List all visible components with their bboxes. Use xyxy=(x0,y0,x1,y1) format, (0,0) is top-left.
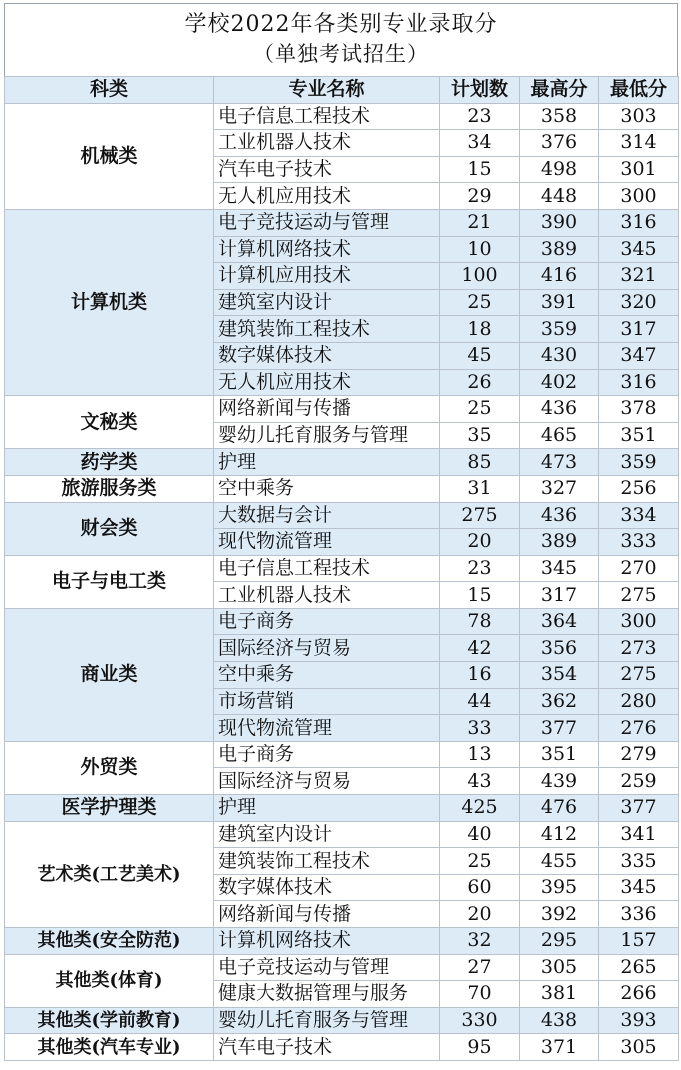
max-score-cell: 359 xyxy=(520,316,599,343)
category-cell: 计算机类 xyxy=(5,209,214,395)
major-cell: 汽车电子技术 xyxy=(214,156,440,183)
max-score-cell: 389 xyxy=(520,236,599,263)
min-score-cell: 301 xyxy=(599,156,679,183)
plan-count-cell: 23 xyxy=(440,555,520,582)
max-score-cell: 356 xyxy=(520,635,599,662)
major-cell: 现代物流管理 xyxy=(214,715,440,742)
plan-count-cell: 44 xyxy=(440,688,520,715)
table-row xyxy=(5,396,679,423)
max-score-cell: 395 xyxy=(520,874,599,901)
plan-count-cell: 95 xyxy=(440,1034,520,1061)
min-score-cell: 393 xyxy=(599,1007,679,1034)
min-score-cell: 316 xyxy=(599,369,679,396)
max-score-cell: 305 xyxy=(520,954,599,981)
plan-count-cell: 45 xyxy=(440,342,520,369)
max-score-cell: 412 xyxy=(520,821,599,848)
plan-count-cell: 25 xyxy=(440,848,520,875)
max-score-cell: 351 xyxy=(520,741,599,768)
major-cell: 婴幼儿托育服务与管理 xyxy=(214,422,440,449)
major-cell: 建筑装饰工程技术 xyxy=(214,316,440,343)
plan-count-cell: 25 xyxy=(440,289,520,316)
max-score-cell: 448 xyxy=(520,183,599,210)
min-score-cell: 347 xyxy=(599,342,679,369)
max-score-cell: 465 xyxy=(520,422,599,449)
major-cell: 电子信息工程技术 xyxy=(214,103,440,130)
major-cell: 汽车电子技术 xyxy=(214,1034,440,1061)
min-score-cell: 280 xyxy=(599,688,679,715)
max-score-cell: 362 xyxy=(520,688,599,715)
min-score-cell: 351 xyxy=(599,422,679,449)
max-score-cell: 402 xyxy=(520,369,599,396)
max-score-cell: 438 xyxy=(520,1007,599,1034)
table-row xyxy=(5,608,679,635)
max-score-cell: 381 xyxy=(520,981,599,1008)
min-score-cell: 359 xyxy=(599,449,679,476)
category-cell: 外贸类 xyxy=(5,741,214,794)
category-cell: 财会类 xyxy=(5,502,214,555)
plan-count-cell: 70 xyxy=(440,981,520,1008)
category-cell: 药学类 xyxy=(5,449,214,476)
major-cell: 无人机应用技术 xyxy=(214,369,440,396)
major-cell: 计算机应用技术 xyxy=(214,263,440,290)
max-score-cell: 436 xyxy=(520,396,599,423)
min-score-cell: 334 xyxy=(599,502,679,529)
major-cell: 建筑室内设计 xyxy=(214,821,440,848)
min-score-cell: 266 xyxy=(599,981,679,1008)
min-score-cell: 336 xyxy=(599,901,679,928)
plan-count-cell: 33 xyxy=(440,715,520,742)
major-cell: 数字媒体技术 xyxy=(214,874,440,901)
table-row xyxy=(5,954,679,981)
max-score-cell: 371 xyxy=(520,1034,599,1061)
min-score-cell: 377 xyxy=(599,795,679,822)
plan-count-cell: 23 xyxy=(440,103,520,130)
title-block xyxy=(4,3,678,76)
major-cell: 市场营销 xyxy=(214,688,440,715)
table-row xyxy=(5,209,679,236)
plan-count-cell: 42 xyxy=(440,635,520,662)
category-cell: 其他类(学前教育) xyxy=(5,1007,214,1034)
min-score-cell: 335 xyxy=(599,848,679,875)
table-row xyxy=(5,741,679,768)
max-score-cell: 392 xyxy=(520,901,599,928)
plan-count-cell: 31 xyxy=(440,475,520,502)
max-score-cell: 390 xyxy=(520,209,599,236)
max-score-cell: 498 xyxy=(520,156,599,183)
plan-count-cell: 18 xyxy=(440,316,520,343)
header-major: 专业名称 xyxy=(214,77,440,104)
category-cell: 机械类 xyxy=(5,103,214,209)
table-row xyxy=(5,821,679,848)
major-cell: 电子信息工程技术 xyxy=(214,555,440,582)
min-score-cell: 345 xyxy=(599,874,679,901)
plan-count-cell: 25 xyxy=(440,396,520,423)
major-cell: 国际经济与贸易 xyxy=(214,768,440,795)
category-cell: 文秘类 xyxy=(5,396,214,449)
plan-count-cell: 425 xyxy=(440,795,520,822)
max-score-cell: 436 xyxy=(520,502,599,529)
plan-count-cell: 21 xyxy=(440,209,520,236)
max-score-cell: 295 xyxy=(520,928,599,955)
min-score-cell: 378 xyxy=(599,396,679,423)
plan-count-cell: 100 xyxy=(440,263,520,290)
plan-count-cell: 32 xyxy=(440,928,520,955)
plan-count-cell: 20 xyxy=(440,529,520,556)
min-score-cell: 303 xyxy=(599,103,679,130)
score-table xyxy=(4,76,679,1061)
major-cell: 大数据与会计 xyxy=(214,502,440,529)
min-score-cell: 275 xyxy=(599,582,679,609)
min-score-cell: 276 xyxy=(599,715,679,742)
min-score-cell: 300 xyxy=(599,608,679,635)
min-score-cell: 256 xyxy=(599,475,679,502)
max-score-cell: 455 xyxy=(520,848,599,875)
plan-count-cell: 275 xyxy=(440,502,520,529)
header-min: 最低分 xyxy=(599,77,679,104)
plan-count-cell: 26 xyxy=(440,369,520,396)
major-cell: 建筑装饰工程技术 xyxy=(214,848,440,875)
header-category: 科类 xyxy=(5,77,214,104)
plan-count-cell: 15 xyxy=(440,582,520,609)
min-score-cell: 275 xyxy=(599,662,679,689)
max-score-cell: 376 xyxy=(520,130,599,157)
table-row xyxy=(5,795,679,822)
min-score-cell: 341 xyxy=(599,821,679,848)
plan-count-cell: 34 xyxy=(440,130,520,157)
max-score-cell: 345 xyxy=(520,555,599,582)
plan-count-cell: 20 xyxy=(440,901,520,928)
min-score-cell: 314 xyxy=(599,130,679,157)
table-row xyxy=(5,928,679,955)
major-cell: 无人机应用技术 xyxy=(214,183,440,210)
major-cell: 婴幼儿托育服务与管理 xyxy=(214,1007,440,1034)
category-cell: 电子与电工类 xyxy=(5,555,214,608)
max-score-cell: 317 xyxy=(520,582,599,609)
plan-count-cell: 27 xyxy=(440,954,520,981)
min-score-cell: 279 xyxy=(599,741,679,768)
min-score-cell: 300 xyxy=(599,183,679,210)
min-score-cell: 317 xyxy=(599,316,679,343)
max-score-cell: 473 xyxy=(520,449,599,476)
max-score-cell: 439 xyxy=(520,768,599,795)
max-score-cell: 358 xyxy=(520,103,599,130)
table-row xyxy=(5,502,679,529)
table-row xyxy=(5,1007,679,1034)
plan-count-cell: 78 xyxy=(440,608,520,635)
max-score-cell: 476 xyxy=(520,795,599,822)
major-cell: 计算机网络技术 xyxy=(214,236,440,263)
major-cell: 计算机网络技术 xyxy=(214,928,440,955)
plan-count-cell: 43 xyxy=(440,768,520,795)
plan-count-cell: 35 xyxy=(440,422,520,449)
max-score-cell: 416 xyxy=(520,263,599,290)
min-score-cell: 273 xyxy=(599,635,679,662)
major-cell: 电子竞技运动与管理 xyxy=(214,954,440,981)
sheet-title: 学校2022年各类别专业录取分 xyxy=(184,12,498,37)
admission-score-sheet xyxy=(4,3,678,1061)
min-score-cell: 321 xyxy=(599,263,679,290)
max-score-cell: 430 xyxy=(520,342,599,369)
major-cell: 空中乘务 xyxy=(214,475,440,502)
sheet-subtitle: （单独考试招生） xyxy=(253,42,429,66)
plan-count-cell: 60 xyxy=(440,874,520,901)
header-row xyxy=(5,77,679,104)
table-row xyxy=(5,555,679,582)
major-cell: 护理 xyxy=(214,449,440,476)
category-cell: 其他类(汽车专业) xyxy=(5,1034,214,1061)
major-cell: 网络新闻与传播 xyxy=(214,396,440,423)
table-body xyxy=(5,103,679,1060)
plan-count-cell: 15 xyxy=(440,156,520,183)
category-cell: 商业类 xyxy=(5,608,214,741)
major-cell: 现代物流管理 xyxy=(214,529,440,556)
min-score-cell: 157 xyxy=(599,928,679,955)
min-score-cell: 265 xyxy=(599,954,679,981)
min-score-cell: 305 xyxy=(599,1034,679,1061)
major-cell: 工业机器人技术 xyxy=(214,582,440,609)
min-score-cell: 345 xyxy=(599,236,679,263)
plan-count-cell: 330 xyxy=(440,1007,520,1034)
max-score-cell: 391 xyxy=(520,289,599,316)
major-cell: 工业机器人技术 xyxy=(214,130,440,157)
category-cell: 艺术类(工艺美术) xyxy=(5,821,214,927)
max-score-cell: 389 xyxy=(520,529,599,556)
major-cell: 建筑室内设计 xyxy=(214,289,440,316)
header-max: 最高分 xyxy=(520,77,599,104)
plan-count-cell: 10 xyxy=(440,236,520,263)
major-cell: 护理 xyxy=(214,795,440,822)
max-score-cell: 354 xyxy=(520,662,599,689)
major-cell: 电子竞技运动与管理 xyxy=(214,209,440,236)
category-cell: 其他类(体育) xyxy=(5,954,214,1007)
header-plan: 计划数 xyxy=(440,77,520,104)
plan-count-cell: 16 xyxy=(440,662,520,689)
table-row xyxy=(5,475,679,502)
table-row xyxy=(5,449,679,476)
min-score-cell: 320 xyxy=(599,289,679,316)
major-cell: 数字媒体技术 xyxy=(214,342,440,369)
major-cell: 健康大数据管理与服务 xyxy=(214,981,440,1008)
category-cell: 旅游服务类 xyxy=(5,475,214,502)
plan-count-cell: 29 xyxy=(440,183,520,210)
max-score-cell: 364 xyxy=(520,608,599,635)
major-cell: 电子商务 xyxy=(214,608,440,635)
min-score-cell: 316 xyxy=(599,209,679,236)
max-score-cell: 327 xyxy=(520,475,599,502)
category-cell: 医学护理类 xyxy=(5,795,214,822)
max-score-cell: 377 xyxy=(520,715,599,742)
major-cell: 电子商务 xyxy=(214,741,440,768)
major-cell: 空中乘务 xyxy=(214,662,440,689)
min-score-cell: 270 xyxy=(599,555,679,582)
category-cell: 其他类(安全防范) xyxy=(5,928,214,955)
plan-count-cell: 13 xyxy=(440,741,520,768)
plan-count-cell: 40 xyxy=(440,821,520,848)
major-cell: 网络新闻与传播 xyxy=(214,901,440,928)
major-cell: 国际经济与贸易 xyxy=(214,635,440,662)
min-score-cell: 259 xyxy=(599,768,679,795)
plan-count-cell: 85 xyxy=(440,449,520,476)
table-row xyxy=(5,1034,679,1061)
min-score-cell: 333 xyxy=(599,529,679,556)
table-row xyxy=(5,103,679,130)
